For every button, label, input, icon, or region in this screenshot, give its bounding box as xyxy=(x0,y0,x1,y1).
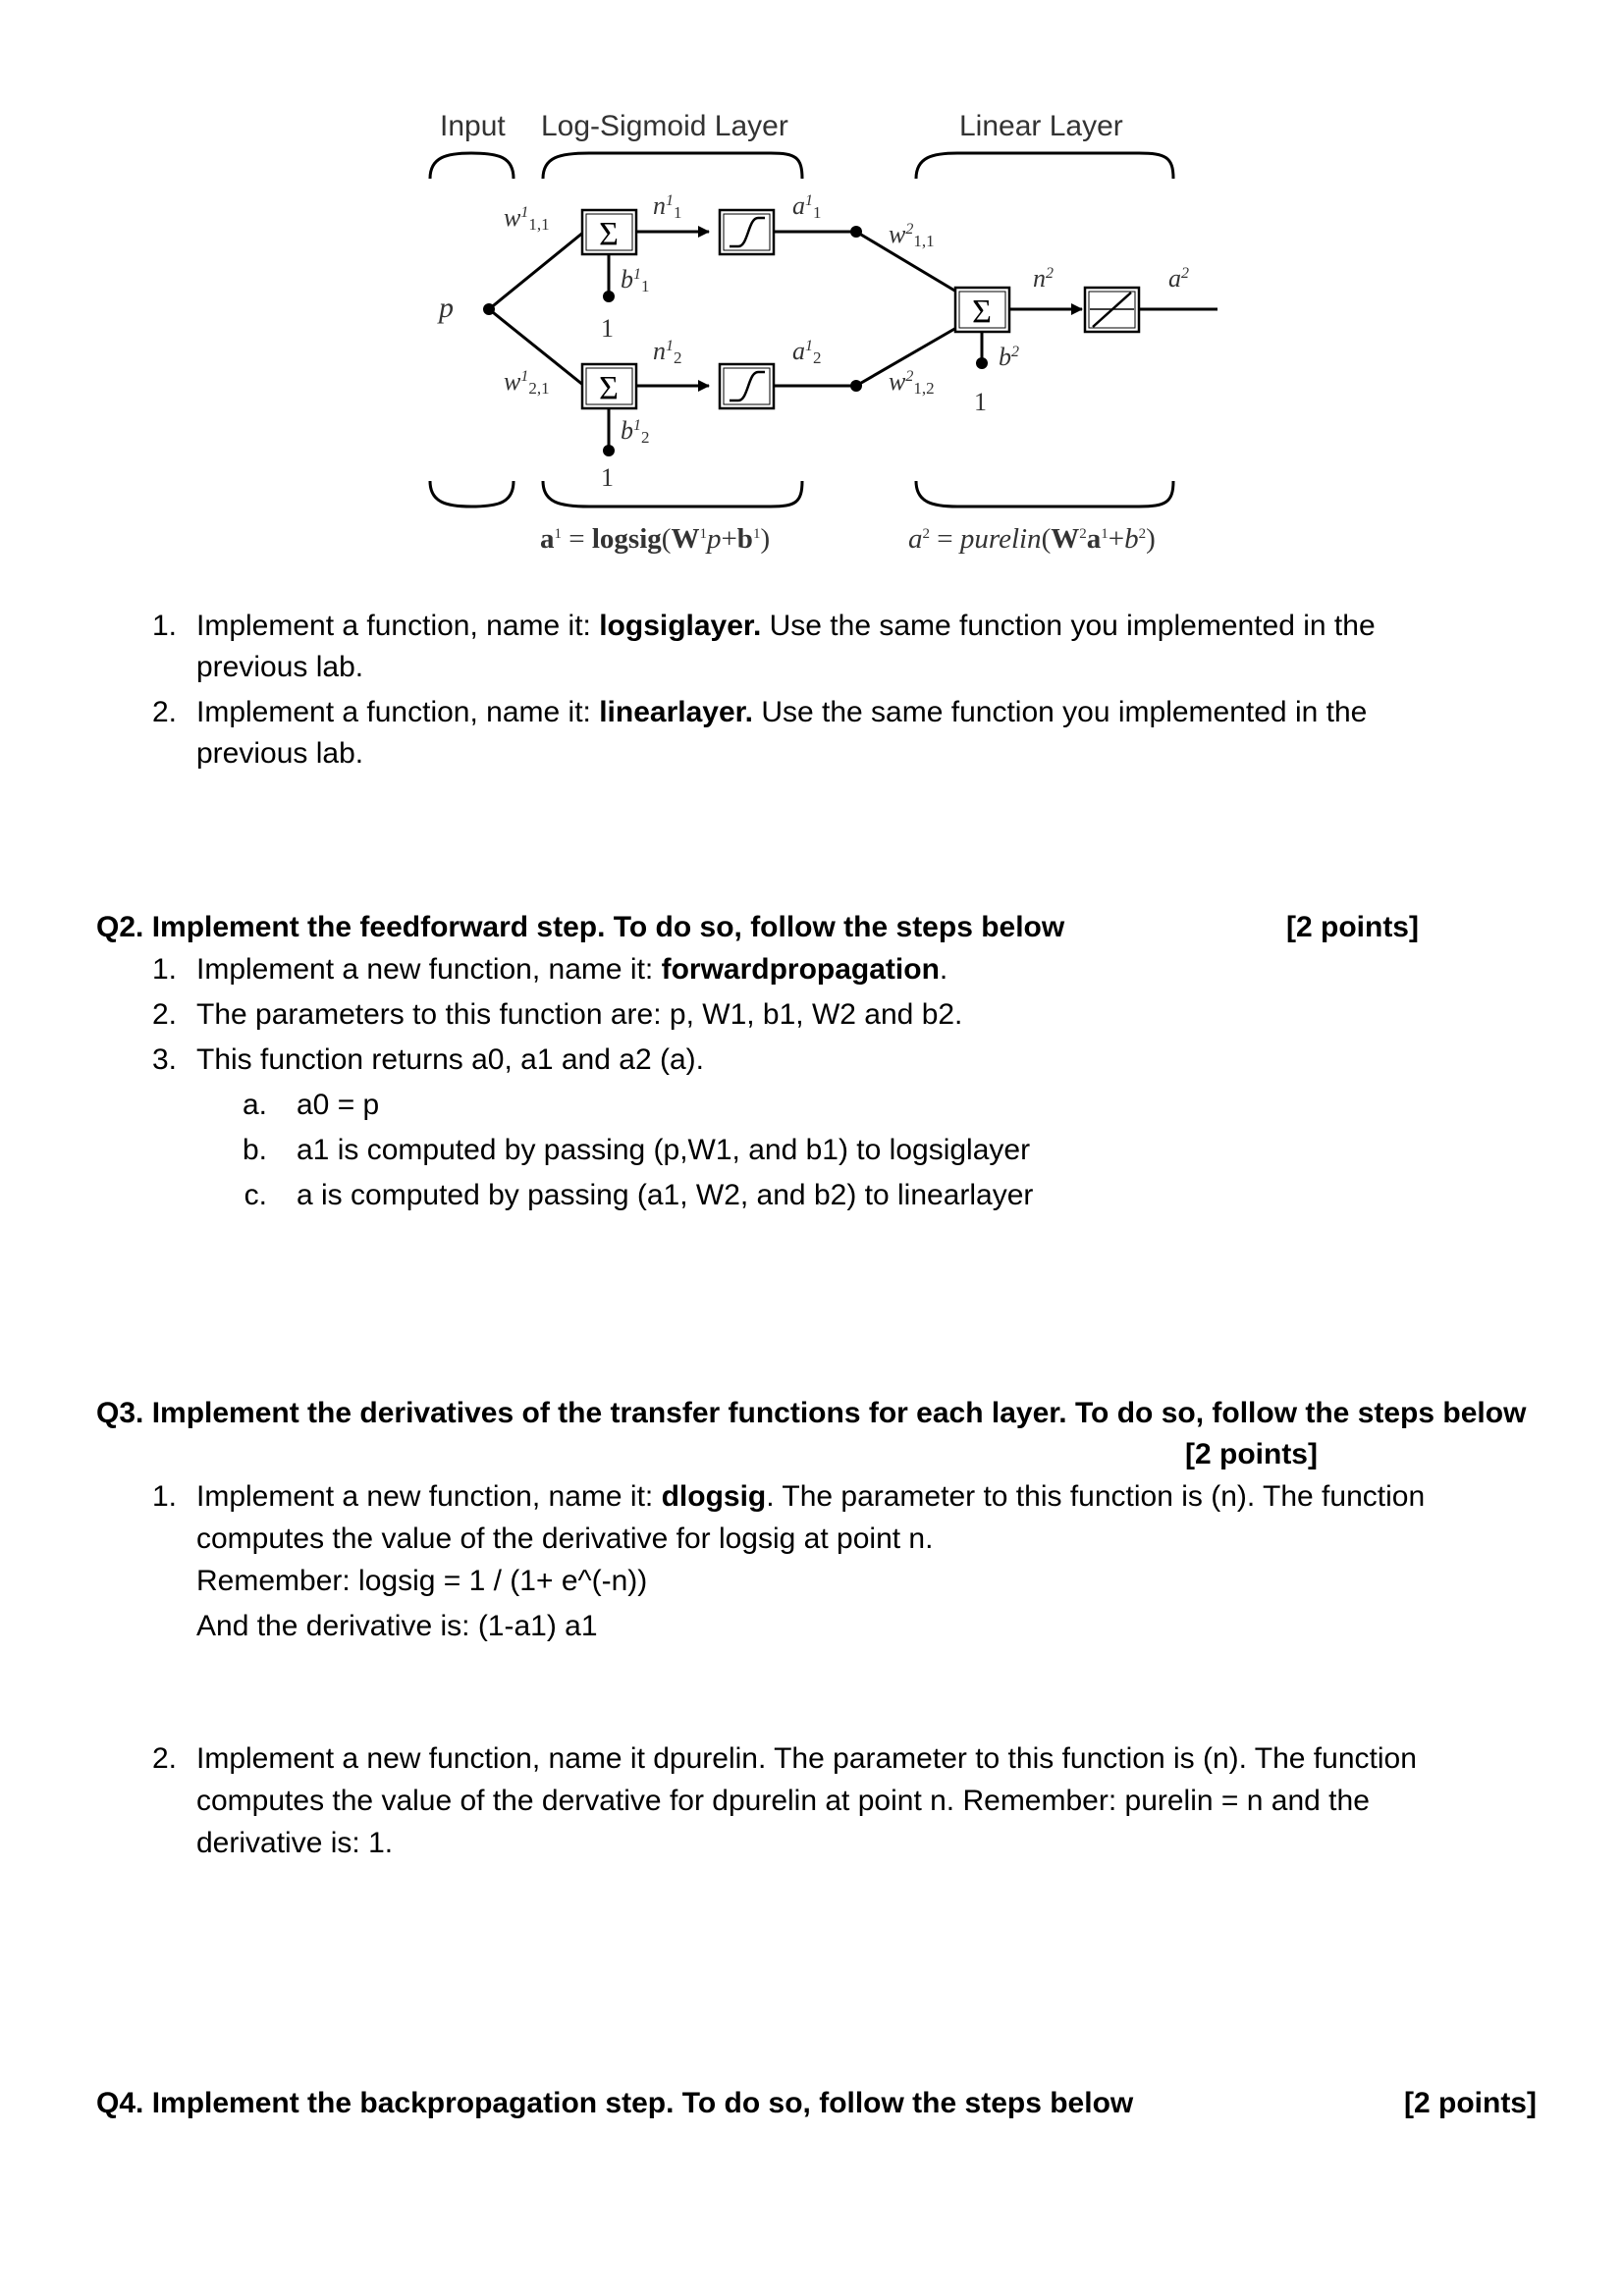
sublist-letter: c. xyxy=(243,1179,267,1211)
list-item-continuation: previous lab. xyxy=(196,737,364,770)
q3-points: [2 points] xyxy=(1185,1438,1318,1470)
logsig-layer-label: Log-Sigmoid Layer xyxy=(541,110,788,142)
q3-heading: Q3. Implement the derivatives of the transfer functions for each layer. To do so, follow the steps below xyxy=(96,1397,1527,1429)
weight-w1-11-label: $w^1_{1,1}$ xyxy=(504,203,550,234)
input-label: Input xyxy=(440,110,506,142)
purelin-block xyxy=(1085,288,1139,332)
sum-block-2 xyxy=(582,364,636,408)
net-n1-1-label: $n^1_1$ xyxy=(653,191,682,222)
sublist-item: a1 is computed by passing (p,W1, and b1) to logsiglayer xyxy=(297,1134,1031,1166)
list-item: Implement a function, name it: linearlayer. Use the same function you implemented in the xyxy=(196,696,1368,728)
layer2-equation: $a^2$ = $purelin(W^2a^1+b^2)$ xyxy=(908,523,1156,555)
sublist-item: a0 = p xyxy=(297,1089,380,1121)
bottom-braces xyxy=(430,481,1173,507)
q2-heading: Q2. Implement the feedforward step. To do so, follow the steps below xyxy=(96,911,1065,943)
list-item: Implement a new function, name it: forwardpropagation. xyxy=(196,953,948,986)
sum-block-1 xyxy=(582,210,636,254)
weight-w2-11-label: $w^2_{1,1}$ xyxy=(889,220,935,250)
bias-input-one-2: 1 xyxy=(601,463,614,492)
list-number: 2. xyxy=(151,998,177,1031)
bias-b1-1-label: $b^1_1$ xyxy=(621,265,650,295)
output-a1-1-label: $a^1_1$ xyxy=(792,191,822,222)
list-item-continuation: derivative is: 1. xyxy=(196,1827,394,1859)
list-item-continuation: computes the value of the derivative for logsig at point n. xyxy=(196,1522,934,1555)
svg-text:Σ: Σ xyxy=(599,216,619,252)
weight-w1-21-label: $w^1_{2,1}$ xyxy=(504,367,550,398)
list-item: The parameters to this function are: p, W1, b1, W2 and b2. xyxy=(196,998,963,1031)
network-diagram xyxy=(412,93,1217,564)
sublist-letter: b. xyxy=(242,1134,267,1166)
linear-layer-label: Linear Layer xyxy=(959,110,1123,142)
list-number: 1. xyxy=(151,953,177,986)
sum-block-3 xyxy=(955,288,1009,332)
layer1-equation: $a^1$ = $logsig(W^1p+b^1)$ xyxy=(540,523,771,555)
list-item-continuation: computes the value of the dervative for dpurelin at point n. Remember: purelin = n and the xyxy=(196,1785,1370,1817)
list-item-continuation: Remember: logsig = 1 / (1+ e^(-n)) xyxy=(196,1565,648,1597)
sublist-item: a is computed by passing (a1, W2, and b2) to linearlayer xyxy=(297,1179,1034,1211)
list-number: 3. xyxy=(151,1043,177,1076)
bias-b2-label: $b^2$ xyxy=(999,343,1019,371)
list-item-continuation: And the derivative is: (1-a1) a1 xyxy=(196,1610,598,1642)
list-item: Implement a new function, name it dpurelin. The parameter to this function is (n). The function xyxy=(196,1742,1417,1775)
q4-points: [2 points] xyxy=(1404,2087,1537,2119)
sublist-letter: a. xyxy=(242,1089,267,1121)
logsig-block-1 xyxy=(720,210,774,254)
bias-b1-2-label: $b^1_2$ xyxy=(621,416,650,447)
bias-input-one-3: 1 xyxy=(974,388,987,416)
connections xyxy=(489,232,1217,449)
svg-text:Σ: Σ xyxy=(972,294,992,330)
input-p-label: p xyxy=(439,292,454,324)
net-n1-2-label: $n^1_2$ xyxy=(653,337,682,367)
list-item: This function returns a0, a1 and a2 (a). xyxy=(196,1043,704,1076)
logsig-block-2 xyxy=(720,364,774,408)
list-number: 2. xyxy=(151,696,177,728)
list-item: Implement a new function, name it: dlogsig. The parameter to this function is (n). The function xyxy=(196,1480,1426,1513)
q2-points: [2 points] xyxy=(1286,911,1419,943)
junction-dots xyxy=(483,226,988,456)
top-braces xyxy=(430,153,1173,179)
bias-input-one-1: 1 xyxy=(601,314,614,343)
weight-w2-12-label: $w^2_{1,2}$ xyxy=(889,367,935,398)
output-a2-label: $a^2$ xyxy=(1168,264,1189,293)
svg-text:Σ: Σ xyxy=(599,370,619,406)
list-item-continuation: previous lab. xyxy=(196,651,364,683)
list-item: Implement a function, name it: logsiglayer. Use the same function you implemented in the xyxy=(196,610,1376,642)
q4-heading: Q4. Implement the backpropagation step. To do so, follow the steps below xyxy=(96,2087,1134,2119)
list-number: 2. xyxy=(151,1742,177,1775)
list-number: 1. xyxy=(151,1480,177,1513)
net-n2-label: $n^2$ xyxy=(1033,264,1054,293)
list-number: 1. xyxy=(151,610,177,642)
output-a1-2-label: $a^1_2$ xyxy=(792,337,822,367)
